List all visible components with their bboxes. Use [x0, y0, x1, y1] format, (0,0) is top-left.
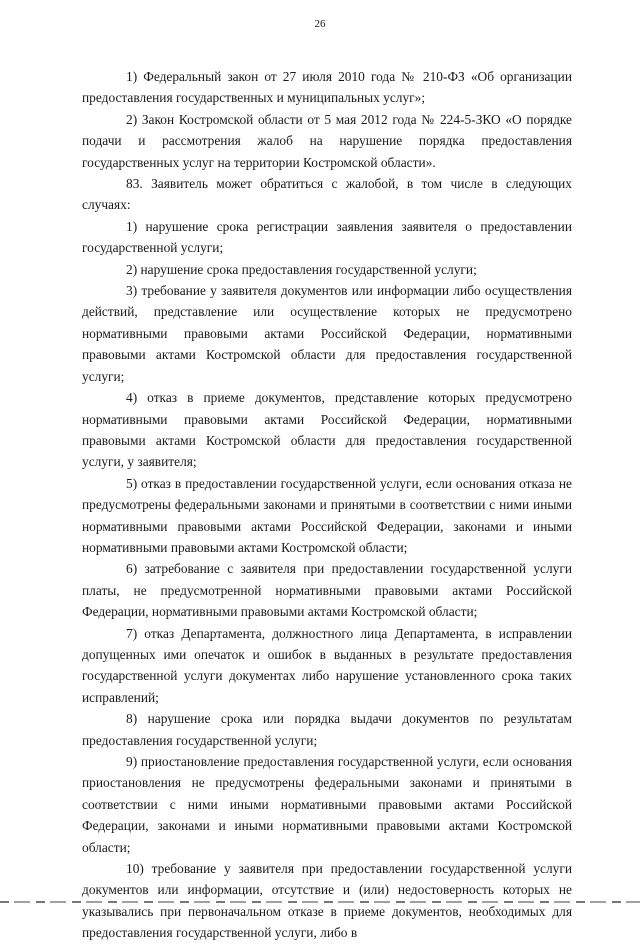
page-number: 26: [314, 18, 326, 30]
case-item-2: 2) нарушение срока предоставления государственной услуги;: [126, 261, 477, 277]
scan-edge-line: [0, 901, 640, 903]
document-body: [82, 66, 572, 944]
case-item-5: 5) отказ в предоставлении государственной услуги, если основания отказа не предусмотрены федеральными законами и принятыми в соответствии с ними иными нормативными правовыми актами Российской Федерации, законами и иными нормативными правовыми актами Костромской области;: [82, 475, 572, 555]
case-item-6: 6) затребование с заявителя при предоставлении государственной услуги платы, не предусмотренной нормативными правовыми актами Российской Федерации, нормативными правовыми актами Костромской области;: [82, 561, 572, 620]
case-item-10: 10) требование у заявителя при предоставлении государственной услуги документов или информации, отсутствие и (или) недостоверность которых не указывались при первоначальном отказе в приеме документов, необходимых для предоставления государственной услуги, либо в: [82, 861, 572, 941]
case-item-7: 7) отказ Департамента, должностного лица Департамента, в исправлении допущенных ими опечаток и ошибок в выданных в результате предоставления государственной услуги документах либо нарушение установленного срока таких исправлений;: [82, 625, 572, 705]
law-item-2: 2) Закон Костромской области от 5 мая 2012 года № 224-5-ЗКО «О порядке подачи и рассмотрения жалоб на нарушение порядка предоставления государственных услуг на территории Костромской области».: [82, 111, 572, 170]
case-item-3: 3) требование у заявителя документов или информации либо осуществления действий, представление или осуществление которых не предусмотрено нормативными правовыми актами Российской Федерации, нормативными правовыми актами Костромской области для предоставления государственной услуги;: [82, 283, 572, 384]
case-item-1: 1) нарушение срока регистрации заявления заявителя о предоставлении государственной услуги;: [82, 218, 572, 256]
section-83-intro: 83. Заявитель может обратиться с жалобой, в том числе в следующих случаях:: [82, 176, 572, 213]
case-item-8: 8) нарушение срока или порядка выдачи документов по результатам предоставления государственной услуги;: [82, 711, 572, 748]
case-item-9: 9) приостановление предоставления государственной услуги, если основания приостановления не предусмотрены федеральными законами и принятыми в соответствии с ними иными нормативными правовыми актами Российской Федерации, законами и иными нормативными правовыми актами Костромской области;: [82, 754, 572, 855]
law-item-1: 1) Федеральный закон от 27 июля 2010 года № 210-ФЗ «Об организации предоставления государственных и муниципальных услуг»;: [82, 69, 572, 106]
case-item-4: 4) отказ в приеме документов, представление которых предусмотрено нормативными правовыми актами Российской Федерации, нормативными правовыми актами Костромской области для предоставления государственной услуги, у заявителя;: [82, 390, 572, 470]
